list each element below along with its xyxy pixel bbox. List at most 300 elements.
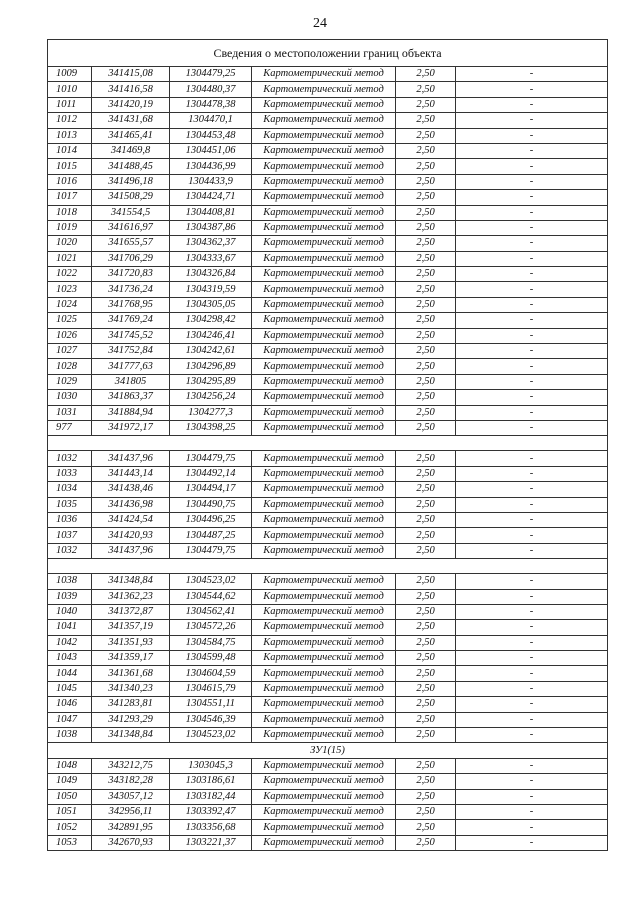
table-row [48, 620, 608, 635]
coord-y: 1304296,89 [170, 359, 252, 374]
table-row [48, 835, 608, 850]
description: - [456, 835, 608, 850]
accuracy: 2,50 [396, 804, 456, 819]
section-label [48, 559, 608, 574]
table-row [48, 328, 608, 343]
accuracy: 2,50 [396, 712, 456, 727]
description: - [456, 497, 608, 512]
method: Картометрический метод [252, 344, 396, 359]
point-number: 1039 [48, 589, 92, 604]
method: Картометрический метод [252, 804, 396, 819]
point-number: 1016 [48, 174, 92, 189]
description: - [456, 789, 608, 804]
method: Картометрический метод [252, 282, 396, 297]
coord-x: 341706,29 [92, 251, 170, 266]
table-row [48, 205, 608, 220]
coord-x: 341431,68 [92, 113, 170, 128]
point-number: 1021 [48, 251, 92, 266]
method: Картометрический метод [252, 128, 396, 143]
coord-x: 341416,58 [92, 82, 170, 97]
method: Картометрический метод [252, 267, 396, 282]
coord-x: 341443,14 [92, 466, 170, 481]
table-row [48, 143, 608, 158]
method: Картометрический метод [252, 143, 396, 158]
coord-y: 1304523,02 [170, 728, 252, 743]
accuracy: 2,50 [396, 420, 456, 435]
accuracy: 2,50 [396, 697, 456, 712]
coord-x: 341884,94 [92, 405, 170, 420]
point-number: 1036 [48, 512, 92, 527]
point-number: 1035 [48, 497, 92, 512]
point-number: 1031 [48, 405, 92, 420]
point-number: 1038 [48, 574, 92, 589]
table-row [48, 344, 608, 359]
point-number: 1024 [48, 297, 92, 312]
description: - [456, 97, 608, 112]
coord-y: 1304436,99 [170, 159, 252, 174]
table-row [48, 420, 608, 435]
description: - [456, 267, 608, 282]
description: - [456, 512, 608, 527]
point-number: 1037 [48, 528, 92, 543]
method: Картометрический метод [252, 251, 396, 266]
accuracy: 2,50 [396, 113, 456, 128]
method: Картометрический метод [252, 543, 396, 558]
coord-x: 341348,84 [92, 728, 170, 743]
coord-y: 1304470,1 [170, 113, 252, 128]
coord-y: 1304433,9 [170, 174, 252, 189]
point-number: 1017 [48, 190, 92, 205]
accuracy: 2,50 [396, 174, 456, 189]
method: Картометрический метод [252, 374, 396, 389]
method: Картометрический метод [252, 620, 396, 635]
table-row [48, 528, 608, 543]
accuracy: 2,50 [396, 236, 456, 251]
table-row [48, 267, 608, 282]
coord-x: 341752,84 [92, 344, 170, 359]
coord-y: 1304408,81 [170, 205, 252, 220]
accuracy: 2,50 [396, 220, 456, 235]
accuracy: 2,50 [396, 374, 456, 389]
method: Картометрический метод [252, 651, 396, 666]
method: Картометрический метод [252, 528, 396, 543]
coord-y: 1304305,05 [170, 297, 252, 312]
method: Картометрический метод [252, 159, 396, 174]
method: Картометрический метод [252, 359, 396, 374]
table-row [48, 128, 608, 143]
coord-x: 341469,8 [92, 143, 170, 158]
method: Картометрический метод [252, 835, 396, 850]
accuracy: 2,50 [396, 97, 456, 112]
coord-y: 1304298,42 [170, 313, 252, 328]
point-number: 1020 [48, 236, 92, 251]
coord-y: 1304496,25 [170, 512, 252, 527]
description: - [456, 712, 608, 727]
description: - [456, 174, 608, 189]
method: Картометрический метод [252, 405, 396, 420]
coord-y: 1304326,84 [170, 267, 252, 282]
accuracy: 2,50 [396, 159, 456, 174]
description: - [456, 251, 608, 266]
point-number: 1045 [48, 681, 92, 696]
coord-y: 1303045,3 [170, 758, 252, 773]
coord-y: 1304387,86 [170, 220, 252, 235]
table-row [48, 820, 608, 835]
coord-y: 1304615,79 [170, 681, 252, 696]
coord-x: 341437,96 [92, 451, 170, 466]
coord-y: 1304604,59 [170, 666, 252, 681]
accuracy: 2,50 [396, 282, 456, 297]
coord-y: 1304487,25 [170, 528, 252, 543]
coord-y: 1304451,06 [170, 143, 252, 158]
description: - [456, 220, 608, 235]
coord-y: 1304599,48 [170, 651, 252, 666]
point-number: 1026 [48, 328, 92, 343]
description: - [456, 528, 608, 543]
description: - [456, 774, 608, 789]
table-row [48, 589, 608, 604]
point-number: 1018 [48, 205, 92, 220]
accuracy: 2,50 [396, 82, 456, 97]
method: Картометрический метод [252, 82, 396, 97]
description: - [456, 313, 608, 328]
accuracy: 2,50 [396, 620, 456, 635]
coord-y: 1304551,11 [170, 697, 252, 712]
point-number: 1022 [48, 267, 92, 282]
table-row [48, 113, 608, 128]
coord-y: 1304424,71 [170, 190, 252, 205]
method: Картометрический метод [252, 604, 396, 619]
coord-x: 341496,18 [92, 174, 170, 189]
point-number: 1044 [48, 666, 92, 681]
accuracy: 2,50 [396, 758, 456, 773]
coord-x: 341777,63 [92, 359, 170, 374]
method: Картометрический метод [252, 574, 396, 589]
point-number: 1051 [48, 804, 92, 819]
coord-y: 1303182,44 [170, 789, 252, 804]
coord-x: 341508,29 [92, 190, 170, 205]
table-row [48, 789, 608, 804]
accuracy: 2,50 [396, 728, 456, 743]
description: - [456, 420, 608, 435]
table-title: Сведения о местоположении границ объекта [48, 40, 608, 67]
coord-x: 341438,46 [92, 482, 170, 497]
description: - [456, 574, 608, 589]
accuracy: 2,50 [396, 451, 456, 466]
point-number: 1053 [48, 835, 92, 850]
table-row [48, 405, 608, 420]
point-number: 1023 [48, 282, 92, 297]
coord-x: 341293,29 [92, 712, 170, 727]
table-row [48, 604, 608, 619]
description: - [456, 159, 608, 174]
coord-x: 343212,75 [92, 758, 170, 773]
method: Картометрический метод [252, 451, 396, 466]
description: - [456, 113, 608, 128]
method: Картометрический метод [252, 466, 396, 481]
method: Картометрический метод [252, 67, 396, 82]
method: Картометрический метод [252, 728, 396, 743]
table-row [48, 758, 608, 773]
coord-y: 1304494,17 [170, 482, 252, 497]
point-number: 1049 [48, 774, 92, 789]
accuracy: 2,50 [396, 251, 456, 266]
accuracy: 2,50 [396, 328, 456, 343]
method: Картометрический метод [252, 635, 396, 650]
point-number: 1012 [48, 113, 92, 128]
description: - [456, 666, 608, 681]
coord-x: 341554,5 [92, 205, 170, 220]
table-row [48, 482, 608, 497]
accuracy: 2,50 [396, 604, 456, 619]
boundary-table [47, 39, 608, 851]
method: Картометрический метод [252, 313, 396, 328]
coord-x: 341361,68 [92, 666, 170, 681]
point-number: 1048 [48, 758, 92, 773]
accuracy: 2,50 [396, 205, 456, 220]
table-row [48, 804, 608, 819]
table-row [48, 390, 608, 405]
section-label: ЗУ1(15) [48, 743, 608, 758]
coord-x: 341340,23 [92, 681, 170, 696]
description: - [456, 282, 608, 297]
method: Картометрический метод [252, 174, 396, 189]
coord-y: 1304572,26 [170, 620, 252, 635]
coord-x: 341420,19 [92, 97, 170, 112]
point-number: 1028 [48, 359, 92, 374]
coord-x: 341283,81 [92, 697, 170, 712]
point-number: 1050 [48, 789, 92, 804]
coord-y: 1304333,67 [170, 251, 252, 266]
table-row [48, 236, 608, 251]
coord-y: 1304242,61 [170, 344, 252, 359]
accuracy: 2,50 [396, 666, 456, 681]
description: - [456, 482, 608, 497]
accuracy: 2,50 [396, 543, 456, 558]
point-number: 1029 [48, 374, 92, 389]
table-row [48, 220, 608, 235]
description: - [456, 451, 608, 466]
description: - [456, 651, 608, 666]
accuracy: 2,50 [396, 267, 456, 282]
accuracy: 2,50 [396, 635, 456, 650]
point-number: 1034 [48, 482, 92, 497]
coord-x: 341768,95 [92, 297, 170, 312]
coord-y: 1304546,39 [170, 712, 252, 727]
coord-y: 1303356,68 [170, 820, 252, 835]
coord-x: 341436,98 [92, 497, 170, 512]
description: - [456, 328, 608, 343]
method: Картометрический метод [252, 681, 396, 696]
table-row [48, 681, 608, 696]
coord-y: 1304453,48 [170, 128, 252, 143]
table-row [48, 97, 608, 112]
description: - [456, 67, 608, 82]
description: - [456, 190, 608, 205]
table-row [48, 451, 608, 466]
description: - [456, 344, 608, 359]
coord-y: 1304523,02 [170, 574, 252, 589]
point-number: 1025 [48, 313, 92, 328]
description: - [456, 589, 608, 604]
coord-x: 341745,52 [92, 328, 170, 343]
point-number: 1032 [48, 451, 92, 466]
table-row [48, 666, 608, 681]
method: Картометрический метод [252, 390, 396, 405]
table-row [48, 697, 608, 712]
table-row [48, 159, 608, 174]
coord-x: 343057,12 [92, 789, 170, 804]
point-number: 1040 [48, 604, 92, 619]
method: Картометрический метод [252, 820, 396, 835]
table-row [48, 359, 608, 374]
coord-y: 1304479,25 [170, 67, 252, 82]
coord-x: 341372,87 [92, 604, 170, 619]
coord-x: 341348,84 [92, 574, 170, 589]
coord-x: 342891,95 [92, 820, 170, 835]
table-row [48, 82, 608, 97]
coord-x: 341972,17 [92, 420, 170, 435]
table-row [48, 728, 608, 743]
accuracy: 2,50 [396, 512, 456, 527]
method: Картометрический метод [252, 774, 396, 789]
coord-x: 341655,57 [92, 236, 170, 251]
coord-y: 1303186,61 [170, 774, 252, 789]
coord-y: 1303221,37 [170, 835, 252, 850]
accuracy: 2,50 [396, 359, 456, 374]
point-number: 1041 [48, 620, 92, 635]
description: - [456, 543, 608, 558]
table-row [48, 313, 608, 328]
description: - [456, 374, 608, 389]
method: Картометрический метод [252, 497, 396, 512]
table-row [48, 497, 608, 512]
accuracy: 2,50 [396, 497, 456, 512]
coord-y: 1304584,75 [170, 635, 252, 650]
table-row [48, 774, 608, 789]
point-number: 1038 [48, 728, 92, 743]
table-row [48, 543, 608, 558]
coord-x: 341720,83 [92, 267, 170, 282]
point-number: 1032 [48, 543, 92, 558]
coord-y: 1304362,37 [170, 236, 252, 251]
method: Картометрический метод [252, 97, 396, 112]
coord-x: 341351,93 [92, 635, 170, 650]
coord-x: 341805 [92, 374, 170, 389]
coord-x: 342956,11 [92, 804, 170, 819]
accuracy: 2,50 [396, 651, 456, 666]
method: Картометрический метод [252, 205, 396, 220]
coord-x: 341424,54 [92, 512, 170, 527]
table-row [48, 512, 608, 527]
method: Картометрический метод [252, 113, 396, 128]
accuracy: 2,50 [396, 528, 456, 543]
method: Картометрический метод [252, 789, 396, 804]
coord-y: 1304480,37 [170, 82, 252, 97]
coord-x: 343182,28 [92, 774, 170, 789]
coord-x: 341863,37 [92, 390, 170, 405]
section-row [48, 743, 608, 758]
table-row [48, 635, 608, 650]
point-number: 1010 [48, 82, 92, 97]
point-number: 1046 [48, 697, 92, 712]
accuracy: 2,50 [396, 820, 456, 835]
description: - [456, 390, 608, 405]
coord-x: 341359,17 [92, 651, 170, 666]
coord-y: 1304319,59 [170, 282, 252, 297]
coord-x: 341362,23 [92, 589, 170, 604]
description: - [456, 205, 608, 220]
coord-x: 341465,41 [92, 128, 170, 143]
description: - [456, 297, 608, 312]
accuracy: 2,50 [396, 405, 456, 420]
table-row [48, 574, 608, 589]
accuracy: 2,50 [396, 143, 456, 158]
table-row [48, 251, 608, 266]
point-number: 1011 [48, 97, 92, 112]
coord-y: 1304256,24 [170, 390, 252, 405]
table-row [48, 712, 608, 727]
coord-y: 1304277,3 [170, 405, 252, 420]
coord-y: 1304562,41 [170, 604, 252, 619]
method: Картометрический метод [252, 697, 396, 712]
method: Картометрический метод [252, 220, 396, 235]
point-number: 1019 [48, 220, 92, 235]
accuracy: 2,50 [396, 774, 456, 789]
coord-x: 341488,45 [92, 159, 170, 174]
method: Картометрический метод [252, 589, 396, 604]
point-number: 1027 [48, 344, 92, 359]
table-row [48, 374, 608, 389]
method: Картометрический метод [252, 666, 396, 681]
accuracy: 2,50 [396, 390, 456, 405]
point-number: 1043 [48, 651, 92, 666]
accuracy: 2,50 [396, 297, 456, 312]
section-label [48, 436, 608, 451]
table-row [48, 282, 608, 297]
coord-x: 342670,93 [92, 835, 170, 850]
accuracy: 2,50 [396, 789, 456, 804]
description: - [456, 681, 608, 696]
coord-y: 1304492,14 [170, 466, 252, 481]
coord-x: 341736,24 [92, 282, 170, 297]
point-number: 1047 [48, 712, 92, 727]
accuracy: 2,50 [396, 128, 456, 143]
point-number: 1009 [48, 67, 92, 82]
point-number: 977 [48, 420, 92, 435]
description: - [456, 405, 608, 420]
description: - [456, 758, 608, 773]
point-number: 1015 [48, 159, 92, 174]
table-row [48, 466, 608, 481]
method: Картометрический метод [252, 712, 396, 727]
coord-x: 341437,96 [92, 543, 170, 558]
coord-x: 341769,24 [92, 313, 170, 328]
table-row [48, 67, 608, 82]
accuracy: 2,50 [396, 589, 456, 604]
section-row [48, 436, 608, 451]
accuracy: 2,50 [396, 681, 456, 696]
accuracy: 2,50 [396, 482, 456, 497]
coord-x: 341616,97 [92, 220, 170, 235]
point-number: 1042 [48, 635, 92, 650]
method: Картометрический метод [252, 190, 396, 205]
coord-y: 1304478,38 [170, 97, 252, 112]
table-row [48, 297, 608, 312]
table-title-row [48, 40, 608, 67]
accuracy: 2,50 [396, 574, 456, 589]
table-row [48, 651, 608, 666]
